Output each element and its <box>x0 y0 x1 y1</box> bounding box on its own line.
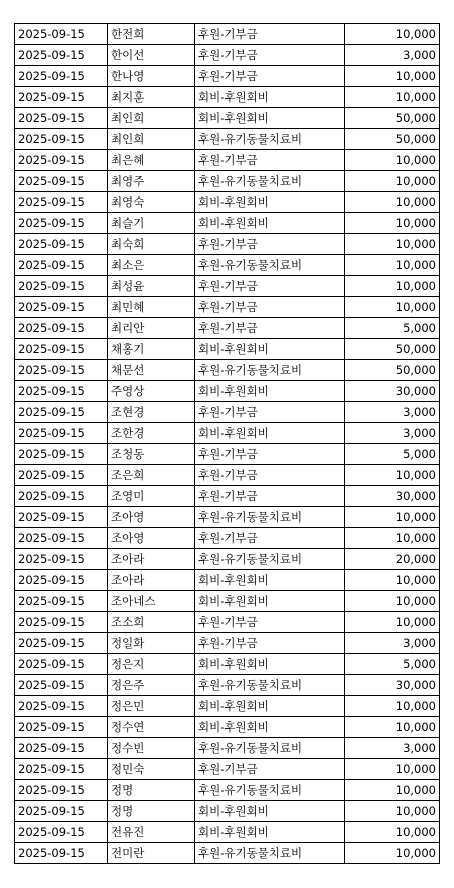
date-cell: 2025-09-15 <box>15 759 108 780</box>
name-cell: 정은민 <box>108 696 195 717</box>
table-row <box>15 717 440 738</box>
table-row <box>15 759 440 780</box>
table-row <box>15 297 440 318</box>
amount-cell: 30,000 <box>345 381 440 402</box>
category-cell: 회비-후원회비 <box>195 423 345 444</box>
date-cell: 2025-09-15 <box>15 717 108 738</box>
name-cell: 정수빈 <box>108 738 195 759</box>
date-cell: 2025-09-15 <box>15 591 108 612</box>
amount-cell: 5,000 <box>345 318 440 339</box>
name-cell: 조영미 <box>108 486 195 507</box>
date-cell: 2025-09-15 <box>15 528 108 549</box>
table-row <box>15 24 440 45</box>
name-cell: 최지훈 <box>108 87 195 108</box>
table-row <box>15 171 440 192</box>
name-cell: 정명 <box>108 801 195 822</box>
name-cell: 조아네스 <box>108 591 195 612</box>
amount-cell: 3,000 <box>345 633 440 654</box>
date-cell: 2025-09-15 <box>15 423 108 444</box>
category-cell: 후원-기부금 <box>195 24 345 45</box>
category-cell: 회비-후원회비 <box>195 192 345 213</box>
amount-cell: 10,000 <box>345 591 440 612</box>
category-cell: 회비-후원회비 <box>195 213 345 234</box>
date-cell: 2025-09-15 <box>15 297 108 318</box>
name-cell: 최영주 <box>108 171 195 192</box>
date-cell: 2025-09-15 <box>15 66 108 87</box>
table-row <box>15 150 440 171</box>
name-cell: 조소희 <box>108 612 195 633</box>
category-cell: 회비-후원회비 <box>195 108 345 129</box>
name-cell: 정은주 <box>108 675 195 696</box>
amount-cell: 10,000 <box>345 528 440 549</box>
name-cell: 조한경 <box>108 423 195 444</box>
amount-cell: 30,000 <box>345 675 440 696</box>
name-cell: 한나영 <box>108 66 195 87</box>
amount-cell: 3,000 <box>345 45 440 66</box>
amount-cell: 10,000 <box>345 255 440 276</box>
category-cell: 회비-후원회비 <box>195 570 345 591</box>
amount-cell: 10,000 <box>345 150 440 171</box>
date-cell: 2025-09-15 <box>15 171 108 192</box>
name-cell: 최소은 <box>108 255 195 276</box>
name-cell: 정민숙 <box>108 759 195 780</box>
amount-cell: 50,000 <box>345 360 440 381</box>
category-cell: 후원-기부금 <box>195 45 345 66</box>
category-cell: 회비-후원회비 <box>195 591 345 612</box>
table-row <box>15 129 440 150</box>
category-cell: 후원-기부금 <box>195 633 345 654</box>
name-cell: 조아영 <box>108 507 195 528</box>
date-cell: 2025-09-15 <box>15 780 108 801</box>
name-cell: 최리안 <box>108 318 195 339</box>
table-row <box>15 339 440 360</box>
table-row <box>15 486 440 507</box>
amount-cell: 10,000 <box>345 297 440 318</box>
amount-cell: 10,000 <box>345 87 440 108</box>
date-cell: 2025-09-15 <box>15 675 108 696</box>
date-cell: 2025-09-15 <box>15 801 108 822</box>
name-cell: 한이선 <box>108 45 195 66</box>
date-cell: 2025-09-15 <box>15 507 108 528</box>
category-cell: 회비-후원회비 <box>195 696 345 717</box>
category-cell: 후원-기부금 <box>195 297 345 318</box>
name-cell: 최민혜 <box>108 297 195 318</box>
category-cell: 후원-유기동물치료비 <box>195 255 345 276</box>
name-cell: 정은지 <box>108 654 195 675</box>
name-cell: 조은희 <box>108 465 195 486</box>
name-cell: 조아영 <box>108 528 195 549</box>
date-cell: 2025-09-15 <box>15 822 108 843</box>
table-row <box>15 255 440 276</box>
category-cell: 후원-유기동물치료비 <box>195 780 345 801</box>
category-cell: 회비-후원회비 <box>195 801 345 822</box>
amount-cell: 3,000 <box>345 423 440 444</box>
name-cell: 주영상 <box>108 381 195 402</box>
date-cell: 2025-09-15 <box>15 234 108 255</box>
table-row <box>15 696 440 717</box>
date-cell: 2025-09-15 <box>15 738 108 759</box>
name-cell: 정수연 <box>108 717 195 738</box>
name-cell: 조청동 <box>108 444 195 465</box>
name-cell: 채홍기 <box>108 339 195 360</box>
category-cell: 후원-유기동물치료비 <box>195 360 345 381</box>
amount-cell: 5,000 <box>345 654 440 675</box>
table-row <box>15 507 440 528</box>
category-cell: 후원-기부금 <box>195 150 345 171</box>
date-cell: 2025-09-15 <box>15 843 108 864</box>
amount-cell: 10,000 <box>345 570 440 591</box>
date-cell: 2025-09-15 <box>15 45 108 66</box>
category-cell: 후원-기부금 <box>195 234 345 255</box>
donation-table-body <box>15 24 440 864</box>
table-row <box>15 444 440 465</box>
category-cell: 후원-기부금 <box>195 612 345 633</box>
amount-cell: 10,000 <box>345 759 440 780</box>
table-row <box>15 465 440 486</box>
table-row <box>15 423 440 444</box>
date-cell: 2025-09-15 <box>15 381 108 402</box>
amount-cell: 10,000 <box>345 465 440 486</box>
date-cell: 2025-09-15 <box>15 570 108 591</box>
amount-cell: 5,000 <box>345 444 440 465</box>
date-cell: 2025-09-15 <box>15 276 108 297</box>
name-cell: 조아라 <box>108 549 195 570</box>
date-cell: 2025-09-15 <box>15 24 108 45</box>
date-cell: 2025-09-15 <box>15 633 108 654</box>
amount-cell: 10,000 <box>345 24 440 45</box>
amount-cell: 10,000 <box>345 780 440 801</box>
name-cell: 조아라 <box>108 570 195 591</box>
date-cell: 2025-09-15 <box>15 549 108 570</box>
table-row <box>15 822 440 843</box>
date-cell: 2025-09-15 <box>15 150 108 171</box>
category-cell: 후원-기부금 <box>195 318 345 339</box>
category-cell: 후원-유기동물치료비 <box>195 675 345 696</box>
table-row <box>15 654 440 675</box>
table-row <box>15 549 440 570</box>
date-cell: 2025-09-15 <box>15 108 108 129</box>
date-cell: 2025-09-15 <box>15 465 108 486</box>
table-row <box>15 87 440 108</box>
table-row <box>15 591 440 612</box>
amount-cell: 10,000 <box>345 171 440 192</box>
name-cell: 정일화 <box>108 633 195 654</box>
table-row <box>15 738 440 759</box>
category-cell: 후원-유기동물치료비 <box>195 549 345 570</box>
table-row <box>15 381 440 402</box>
category-cell: 회비-후원회비 <box>195 381 345 402</box>
table-row <box>15 276 440 297</box>
category-cell: 후원-기부금 <box>195 276 345 297</box>
date-cell: 2025-09-15 <box>15 444 108 465</box>
category-cell: 후원-기부금 <box>195 402 345 423</box>
date-cell: 2025-09-15 <box>15 696 108 717</box>
amount-cell: 10,000 <box>345 66 440 87</box>
category-cell: 후원-유기동물치료비 <box>195 507 345 528</box>
name-cell: 최은혜 <box>108 150 195 171</box>
table-row <box>15 843 440 864</box>
donation-table <box>14 23 440 864</box>
category-cell: 후원-기부금 <box>195 465 345 486</box>
date-cell: 2025-09-15 <box>15 318 108 339</box>
date-cell: 2025-09-15 <box>15 339 108 360</box>
name-cell: 최인희 <box>108 129 195 150</box>
table-row <box>15 528 440 549</box>
name-cell: 최인희 <box>108 108 195 129</box>
date-cell: 2025-09-15 <box>15 654 108 675</box>
table-row <box>15 570 440 591</box>
category-cell: 후원-기부금 <box>195 444 345 465</box>
name-cell: 최숙희 <box>108 234 195 255</box>
amount-cell: 10,000 <box>345 234 440 255</box>
amount-cell: 50,000 <box>345 339 440 360</box>
name-cell: 최영숙 <box>108 192 195 213</box>
amount-cell: 10,000 <box>345 843 440 864</box>
date-cell: 2025-09-15 <box>15 612 108 633</box>
name-cell: 한전희 <box>108 24 195 45</box>
category-cell: 후원-기부금 <box>195 66 345 87</box>
amount-cell: 10,000 <box>345 507 440 528</box>
date-cell: 2025-09-15 <box>15 87 108 108</box>
name-cell: 채문선 <box>108 360 195 381</box>
category-cell: 후원-기부금 <box>195 759 345 780</box>
date-cell: 2025-09-15 <box>15 192 108 213</box>
table-row <box>15 234 440 255</box>
amount-cell: 50,000 <box>345 129 440 150</box>
date-cell: 2025-09-15 <box>15 255 108 276</box>
table-row <box>15 318 440 339</box>
amount-cell: 10,000 <box>345 822 440 843</box>
table-row <box>15 402 440 423</box>
amount-cell: 10,000 <box>345 192 440 213</box>
table-row <box>15 108 440 129</box>
table-row <box>15 675 440 696</box>
category-cell: 후원-유기동물치료비 <box>195 171 345 192</box>
date-cell: 2025-09-15 <box>15 360 108 381</box>
table-row <box>15 213 440 234</box>
category-cell: 회비-후원회비 <box>195 654 345 675</box>
table-row <box>15 633 440 654</box>
category-cell: 회비-후원회비 <box>195 822 345 843</box>
amount-cell: 10,000 <box>345 213 440 234</box>
table-row <box>15 45 440 66</box>
name-cell: 최슬기 <box>108 213 195 234</box>
amount-cell: 50,000 <box>345 108 440 129</box>
table-row <box>15 780 440 801</box>
name-cell: 정명 <box>108 780 195 801</box>
category-cell: 후원-유기동물치료비 <box>195 843 345 864</box>
name-cell: 조현경 <box>108 402 195 423</box>
name-cell: 전유진 <box>108 822 195 843</box>
name-cell: 전미란 <box>108 843 195 864</box>
date-cell: 2025-09-15 <box>15 486 108 507</box>
date-cell: 2025-09-15 <box>15 402 108 423</box>
table-row <box>15 801 440 822</box>
amount-cell: 10,000 <box>345 717 440 738</box>
amount-cell: 30,000 <box>345 486 440 507</box>
category-cell: 후원-유기동물치료비 <box>195 129 345 150</box>
name-cell: 최성윤 <box>108 276 195 297</box>
category-cell: 회비-후원회비 <box>195 339 345 360</box>
table-row <box>15 192 440 213</box>
category-cell: 후원-기부금 <box>195 486 345 507</box>
category-cell: 회비-후원회비 <box>195 717 345 738</box>
date-cell: 2025-09-15 <box>15 213 108 234</box>
category-cell: 후원-기부금 <box>195 528 345 549</box>
category-cell: 후원-유기동물치료비 <box>195 738 345 759</box>
date-cell: 2025-09-15 <box>15 129 108 150</box>
amount-cell: 10,000 <box>345 612 440 633</box>
table-row <box>15 612 440 633</box>
amount-cell: 10,000 <box>345 276 440 297</box>
amount-cell: 3,000 <box>345 738 440 759</box>
category-cell: 회비-후원회비 <box>195 87 345 108</box>
table-row <box>15 66 440 87</box>
amount-cell: 10,000 <box>345 801 440 822</box>
amount-cell: 10,000 <box>345 696 440 717</box>
amount-cell: 20,000 <box>345 549 440 570</box>
table-row <box>15 360 440 381</box>
amount-cell: 3,000 <box>345 402 440 423</box>
